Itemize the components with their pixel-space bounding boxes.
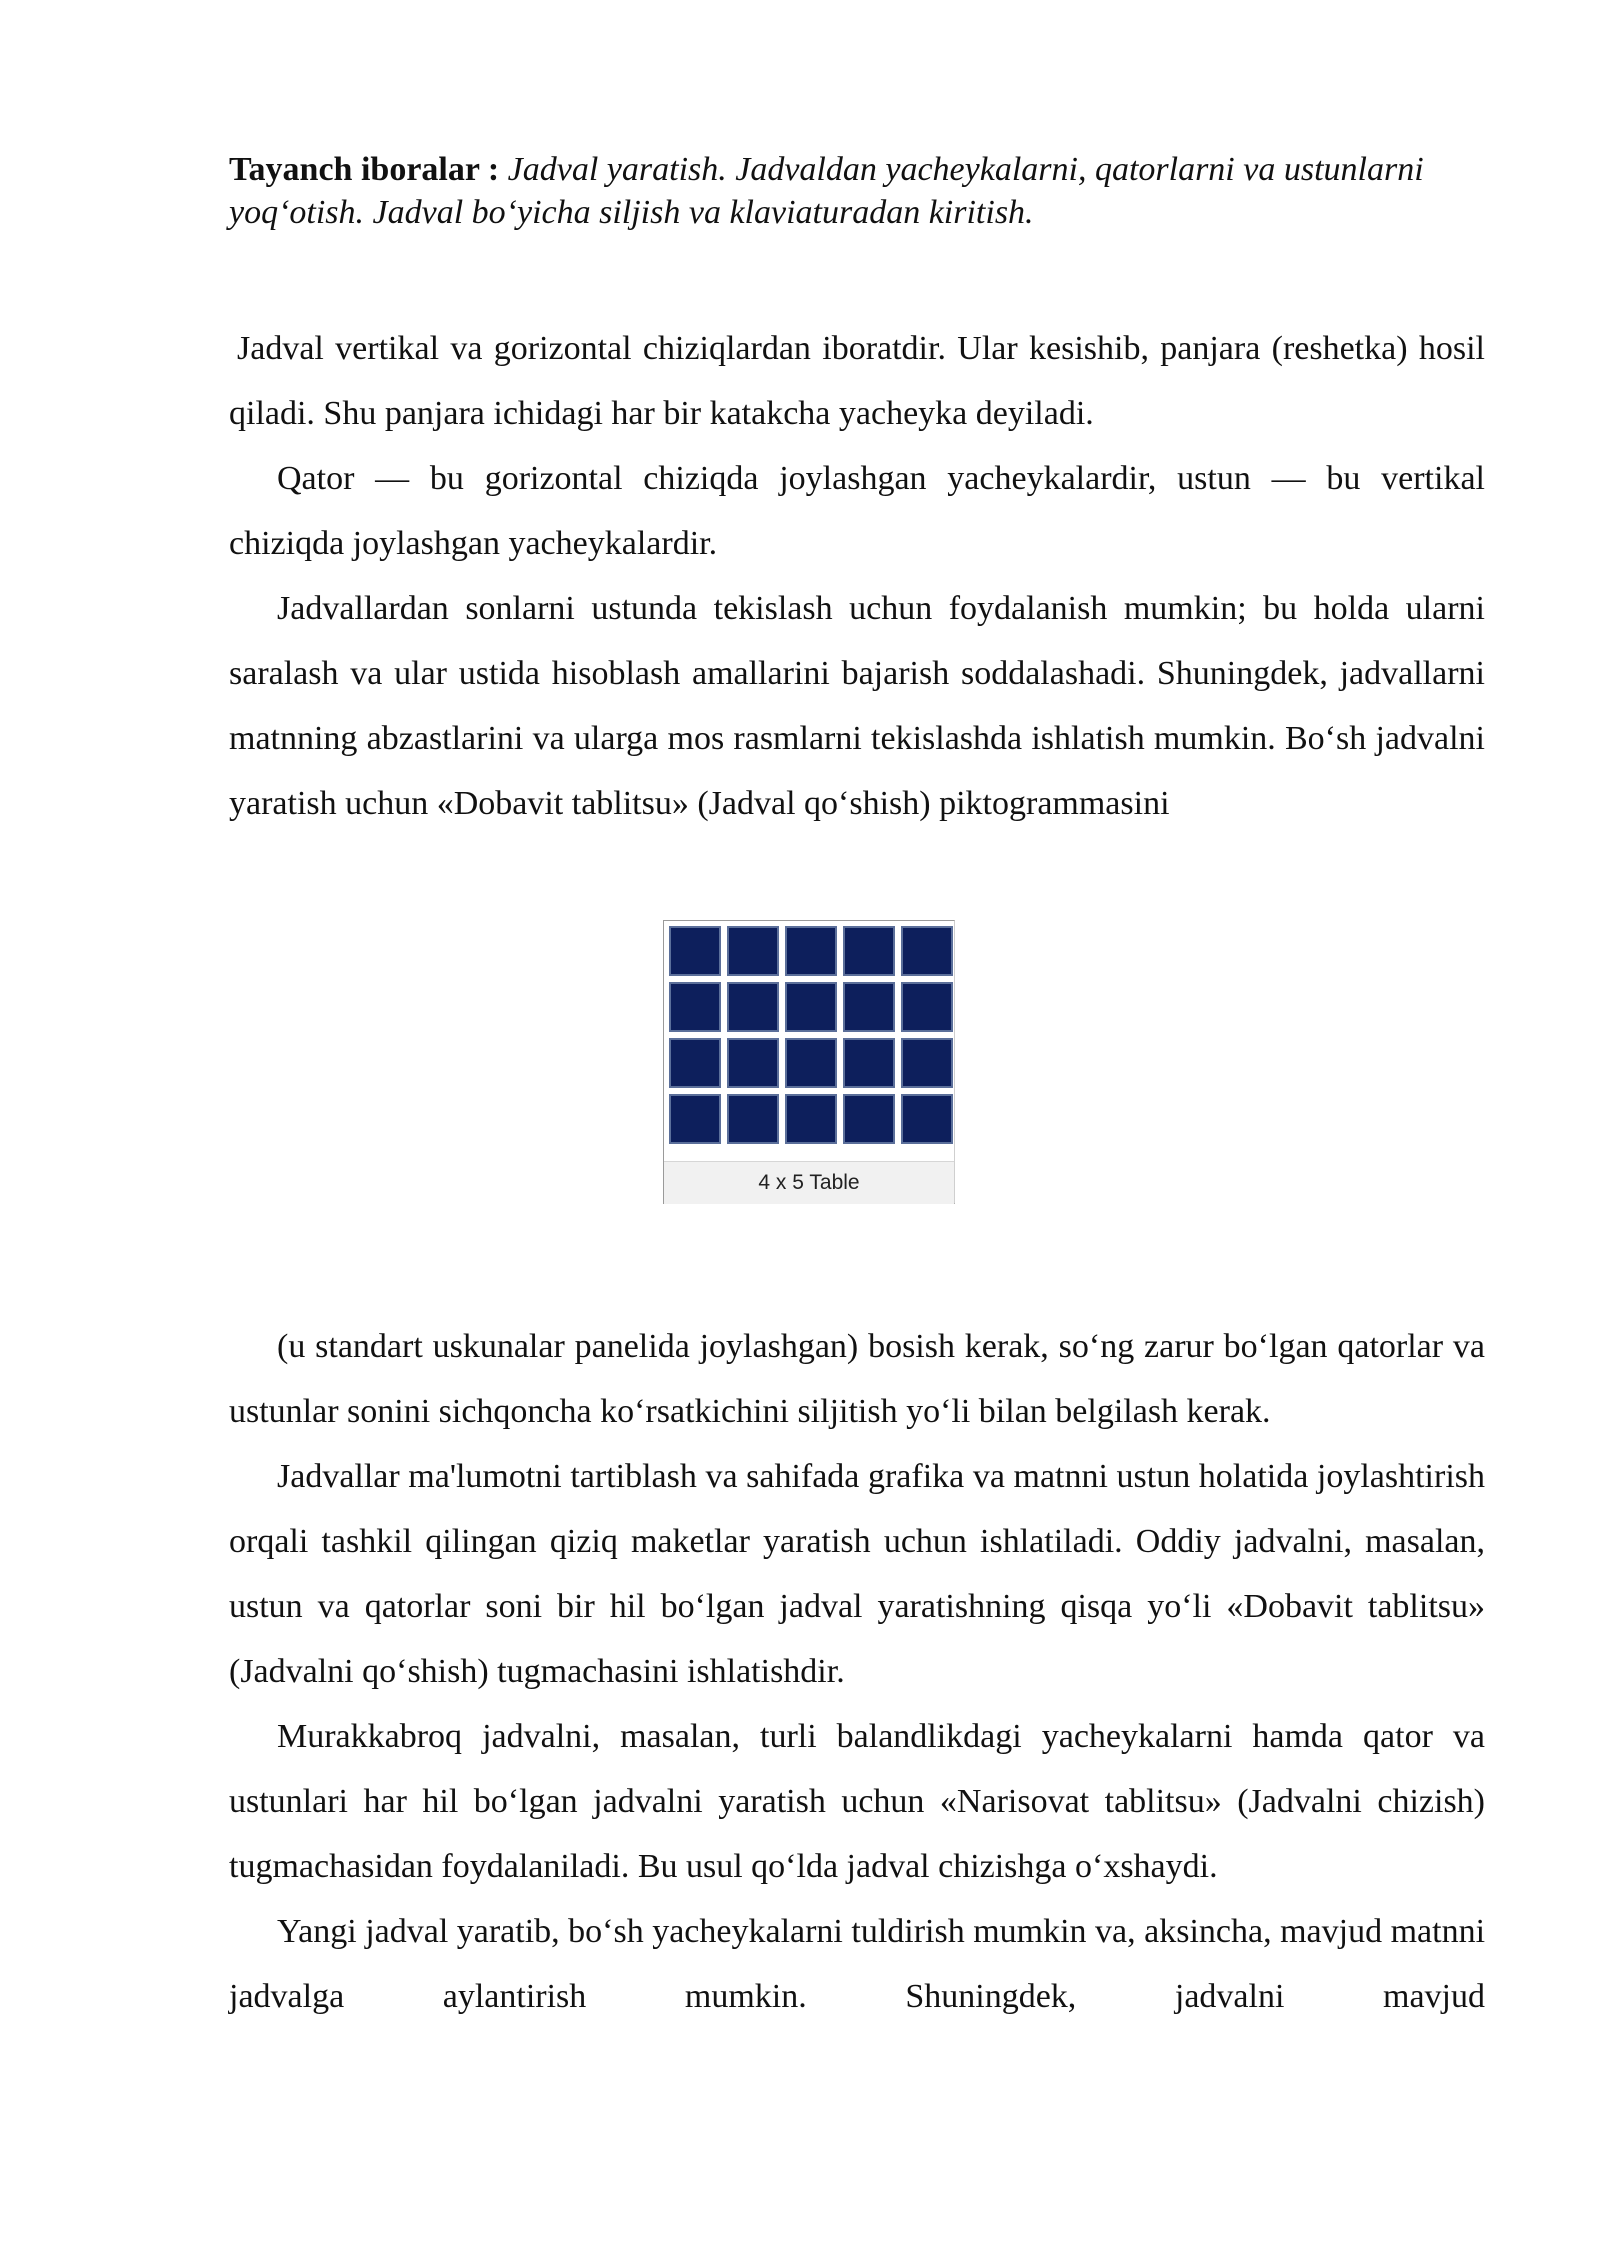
table-grid-cell (727, 1094, 779, 1144)
paragraph-new-table: Yangi jadval yaratib, bo‘sh yacheykalarni tuldirish mumkin va, aksincha, mavjud matnni jadvalga aylantirish mumkin. Shuningdek, jadvalni mavjud (229, 1913, 1486, 2015)
table-grid (669, 926, 953, 1144)
table-grid-cell (727, 926, 779, 976)
table-grid-cell (843, 1094, 895, 1144)
insert-table-picker (663, 920, 955, 1204)
table-grid-cell (669, 926, 721, 976)
insert-table-figure (663, 920, 955, 1204)
paragraph-button-press: (u standart uskunalar panelida joylashgan) bosish kerak, so‘ng zarur bo‘lgan qatorlar va ustunlar sonini sichqoncha ko‘rsatkichini siljitish yo‘li bilan belgilash kerak. (229, 1328, 1485, 1430)
figure-spacer (229, 1204, 1485, 1314)
table-grid-cell (669, 982, 721, 1032)
table-grid-cell (843, 926, 895, 976)
paragraph-table-usage: Jadvallardan sonlarni ustunda tekislash uchun foydalanish mumkin; bu holda ularni saralash va ular ustida hisoblash amallarini bajarish soddalashadi. Shuningdek, jadvallarni matnning abzastlarini va ularga mos rasmlarni tekislashda ishlatish mumkin. Bo‘sh jadvalni yaratish uchun «Dobavit tablitsu» (Jadval qo‘shish) piktogrammasini (229, 590, 1485, 822)
table-grid-cell (901, 1038, 953, 1088)
table-grid-cell (901, 982, 953, 1032)
keywords-label: Tayanch iboralar : (229, 151, 500, 188)
table-size-caption: 4 x 5 Table (664, 1161, 954, 1204)
table-grid-cell (785, 926, 837, 976)
table-grid-cell (785, 1094, 837, 1144)
table-grid-cell (669, 1038, 721, 1088)
table-grid-cell (843, 982, 895, 1032)
table-grid-cell (901, 1094, 953, 1144)
document-page (229, 148, 1485, 2029)
table-grid-cell (727, 982, 779, 1032)
paragraph-row-column: Qator — bu gorizontal chiziqda joylashgan yacheykalardir, ustun — bu vertikal chiziqda joylashgan yacheykalardir. (229, 460, 1485, 562)
table-grid-cell (901, 926, 953, 976)
table-grid-cell (727, 1038, 779, 1088)
paragraph-table-layouts: Jadvallar ma'lumotni tartiblash va sahifada grafika va matnni ustun holatida joylashtirish orqali tashkil qilingan qiziq maketlar yaratish uchun ishlatiladi. Oddiy jadvalni, masalan, ustun va qatorlar soni bir hil bo‘lgan jadval yaratishning qisqa yo‘li «Dobavit tablitsu» (Jadvalni qo‘shish) tugmachasini ishlatishdir. (229, 1458, 1485, 1690)
table-grid-cell (785, 1038, 837, 1088)
table-grid-cell (669, 1094, 721, 1144)
keywords-line (229, 148, 1485, 234)
table-grid-cell (843, 1038, 895, 1088)
table-grid-cell (785, 982, 837, 1032)
paragraph-table-definition: Jadval vertikal va gorizontal chiziqlardan iboratdir. Ular kesishib, panjara (reshetka) hosil qiladi. Shu panjara ichidagi har bir katakcha yacheyka deyiladi. (229, 330, 1485, 432)
keywords-text: Jadval yaratish. Jadvaldan yacheykalarni, qatorlarni va ustunlarni yoq‘otish. Jadval bo‘yicha siljish va klaviaturadan kiritish. (229, 151, 1424, 231)
paragraph-complex-table: Murakkabroq jadvalni, masalan, turli balandlikdagi yacheykalarni hamda qator va ustunlari har hil bo‘lgan jadvalni yaratish uchun «Narisovat tablitsu» (Jadvalni chizish) tugmachasidan foydalaniladi. Bu usul qo‘lda jadval chizishga o‘xshaydi. (229, 1718, 1485, 1885)
